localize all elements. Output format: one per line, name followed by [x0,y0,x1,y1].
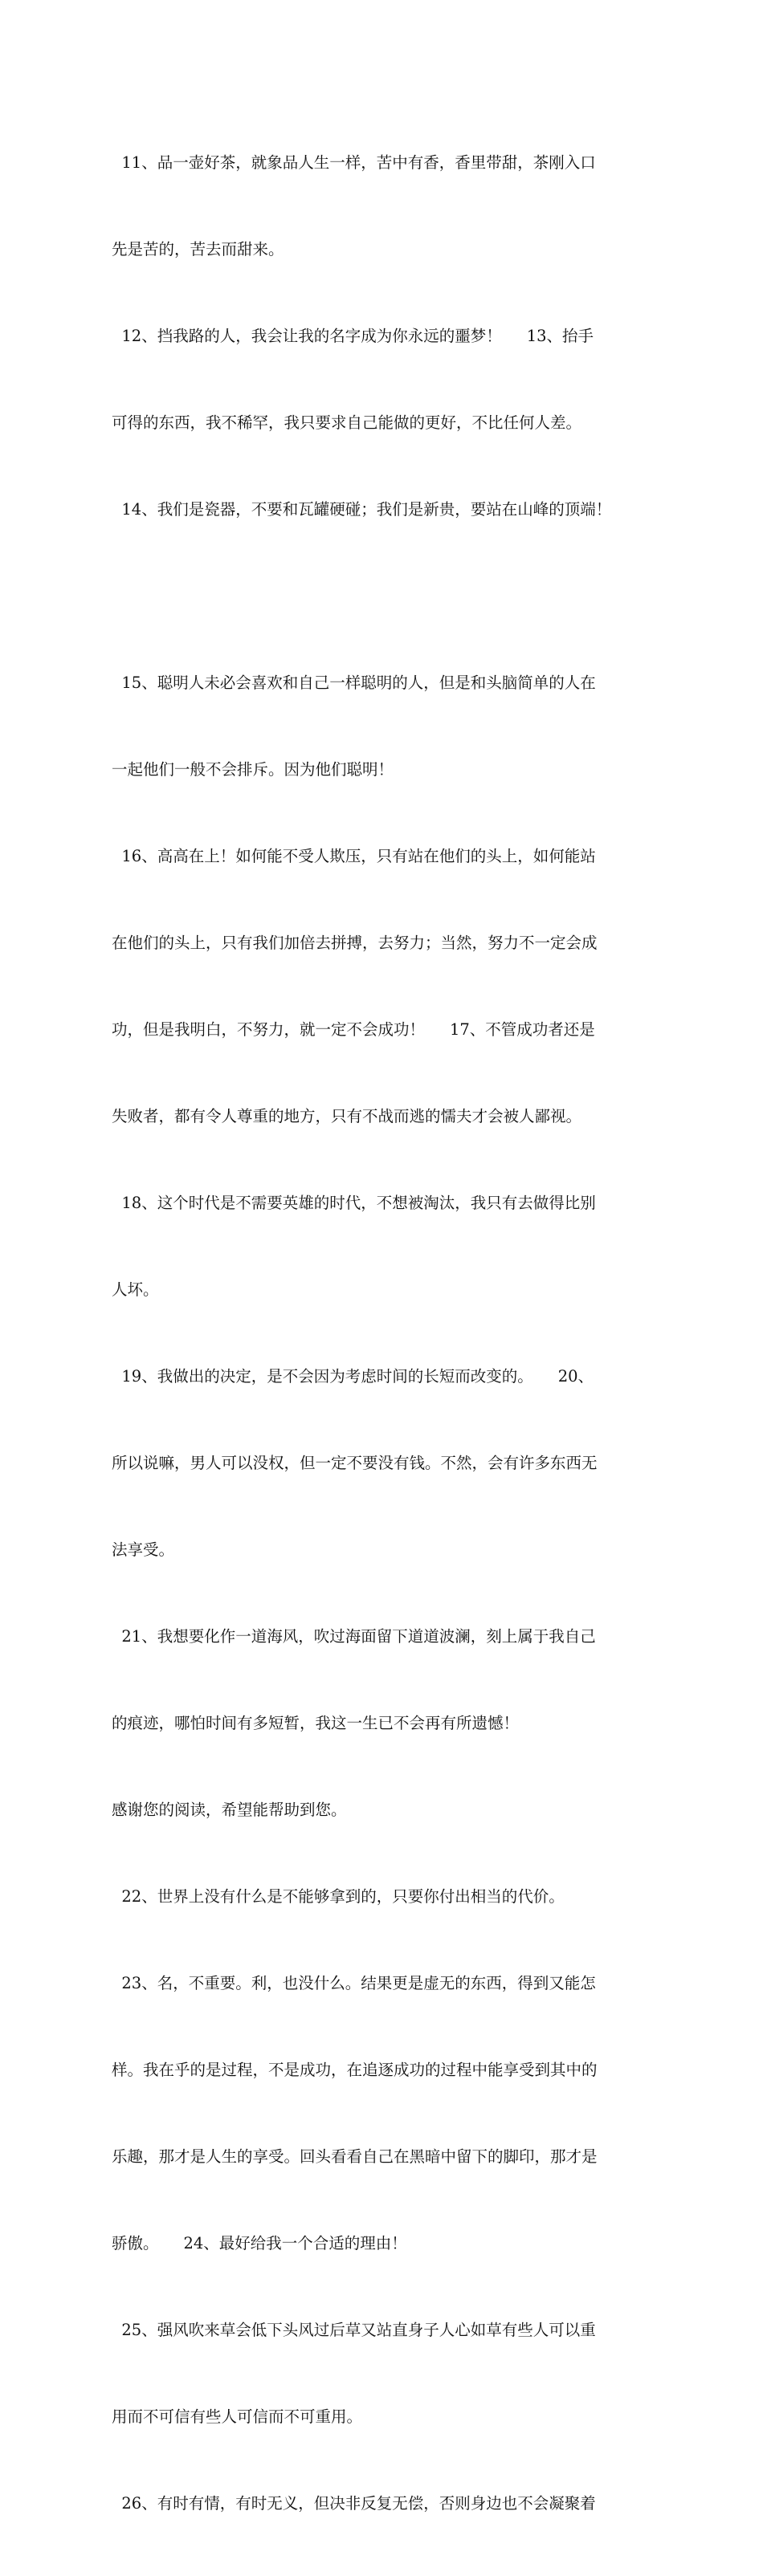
text-line: 功，但是我明白，不努力，就一定不会成功！ 17、不管成功者还是 [112,1020,595,1039]
text-line: 的痕迹，哪怕时间有多短暂，我这一生已不会再有所遗憾！ [112,1714,520,1732]
document-body [112,91,658,2576]
text-line: 21、我想要化作一道海风，吹过海面留下道道波澜，刻上属于我自己 [112,1627,596,1646]
text-line: 先是苦的，苦去而甜来。 [112,240,284,258]
blank-line [112,582,658,611]
text-line: 19、我做出的决定，是不会因为考虑时间的长短而改变的。 20、 [112,1367,594,1386]
text-line: 16、高高在上！如何能不受人欺压，只有站在他们的头上，如何能站 [112,847,596,865]
text-line: 人坏。 [112,1280,159,1299]
text-line: 可得的东西，我不稀罕，我只要求自己能做的更好，不比任何人差。 [112,413,582,432]
text-line: 22、世界上没有什么是不能够拿到的，只要你付出相当的代价。 [112,1887,565,1906]
text-line: 一起他们一般不会排斥。因为他们聪明！ [112,760,394,779]
text-line: 用而不可信有些人可信而不可重用。 [112,2407,363,2426]
text-line: 23、名，不重要。利，也没什么。结果更是虚无的东西，得到又能怎 [112,1974,596,1992]
text-line: 骄傲。 24、最好给我一个合适的理由！ [112,2234,407,2252]
text-line: 所以说嘛，男人可以没权，但一定不要没有钱。不然，会有许多东西无 [112,1454,598,1472]
text-line: 12、挡我路的人，我会让我的名字成为你永远的噩梦！ 13、抬手 [112,327,594,345]
text-line: 18、这个时代是不需要英雄的时代，不想被淘汰，我只有去做得比别 [112,1194,596,1212]
thanks-line: 感谢您的阅读，希望能帮助到您。 [112,1801,347,1819]
text-line: 25、强风吹来草会低下头风过后草又站直身子人心如草有些人可以重 [112,2321,596,2339]
text-line: 26、有时有情，有时无义，但决非反复无偿，否则身边也不会凝聚着 [112,2494,596,2513]
text-line: 14、我们是瓷器，不要和瓦罐硬碰；我们是新贵，要站在山峰的顶端！ [112,500,612,519]
text-line: 15、聪明人未必会喜欢和自己一样聪明的人，但是和头脑简单的人在 [112,674,596,692]
text-line: 在他们的头上，只有我们加倍去拼搏，去努力；当然，努力不一定会成 [112,934,598,952]
text-line: 乐趣，那才是人生的享受。回头看看自己在黑暗中留下的脚印，那才是 [112,2147,598,2166]
text-line: 法享受。 [112,1540,175,1559]
text-line: 11、品一壶好茶，就象品人生一样，苦中有香，香里带甜，茶刚入口 [112,153,596,172]
text-line: 失败者，都有令人尊重的地方，只有不战而逃的懦夫才会被人鄙视。 [112,1107,582,1125]
text-line: 样。我在乎的是过程，不是成功，在追逐成功的过程中能享受到其中的 [112,2061,598,2079]
